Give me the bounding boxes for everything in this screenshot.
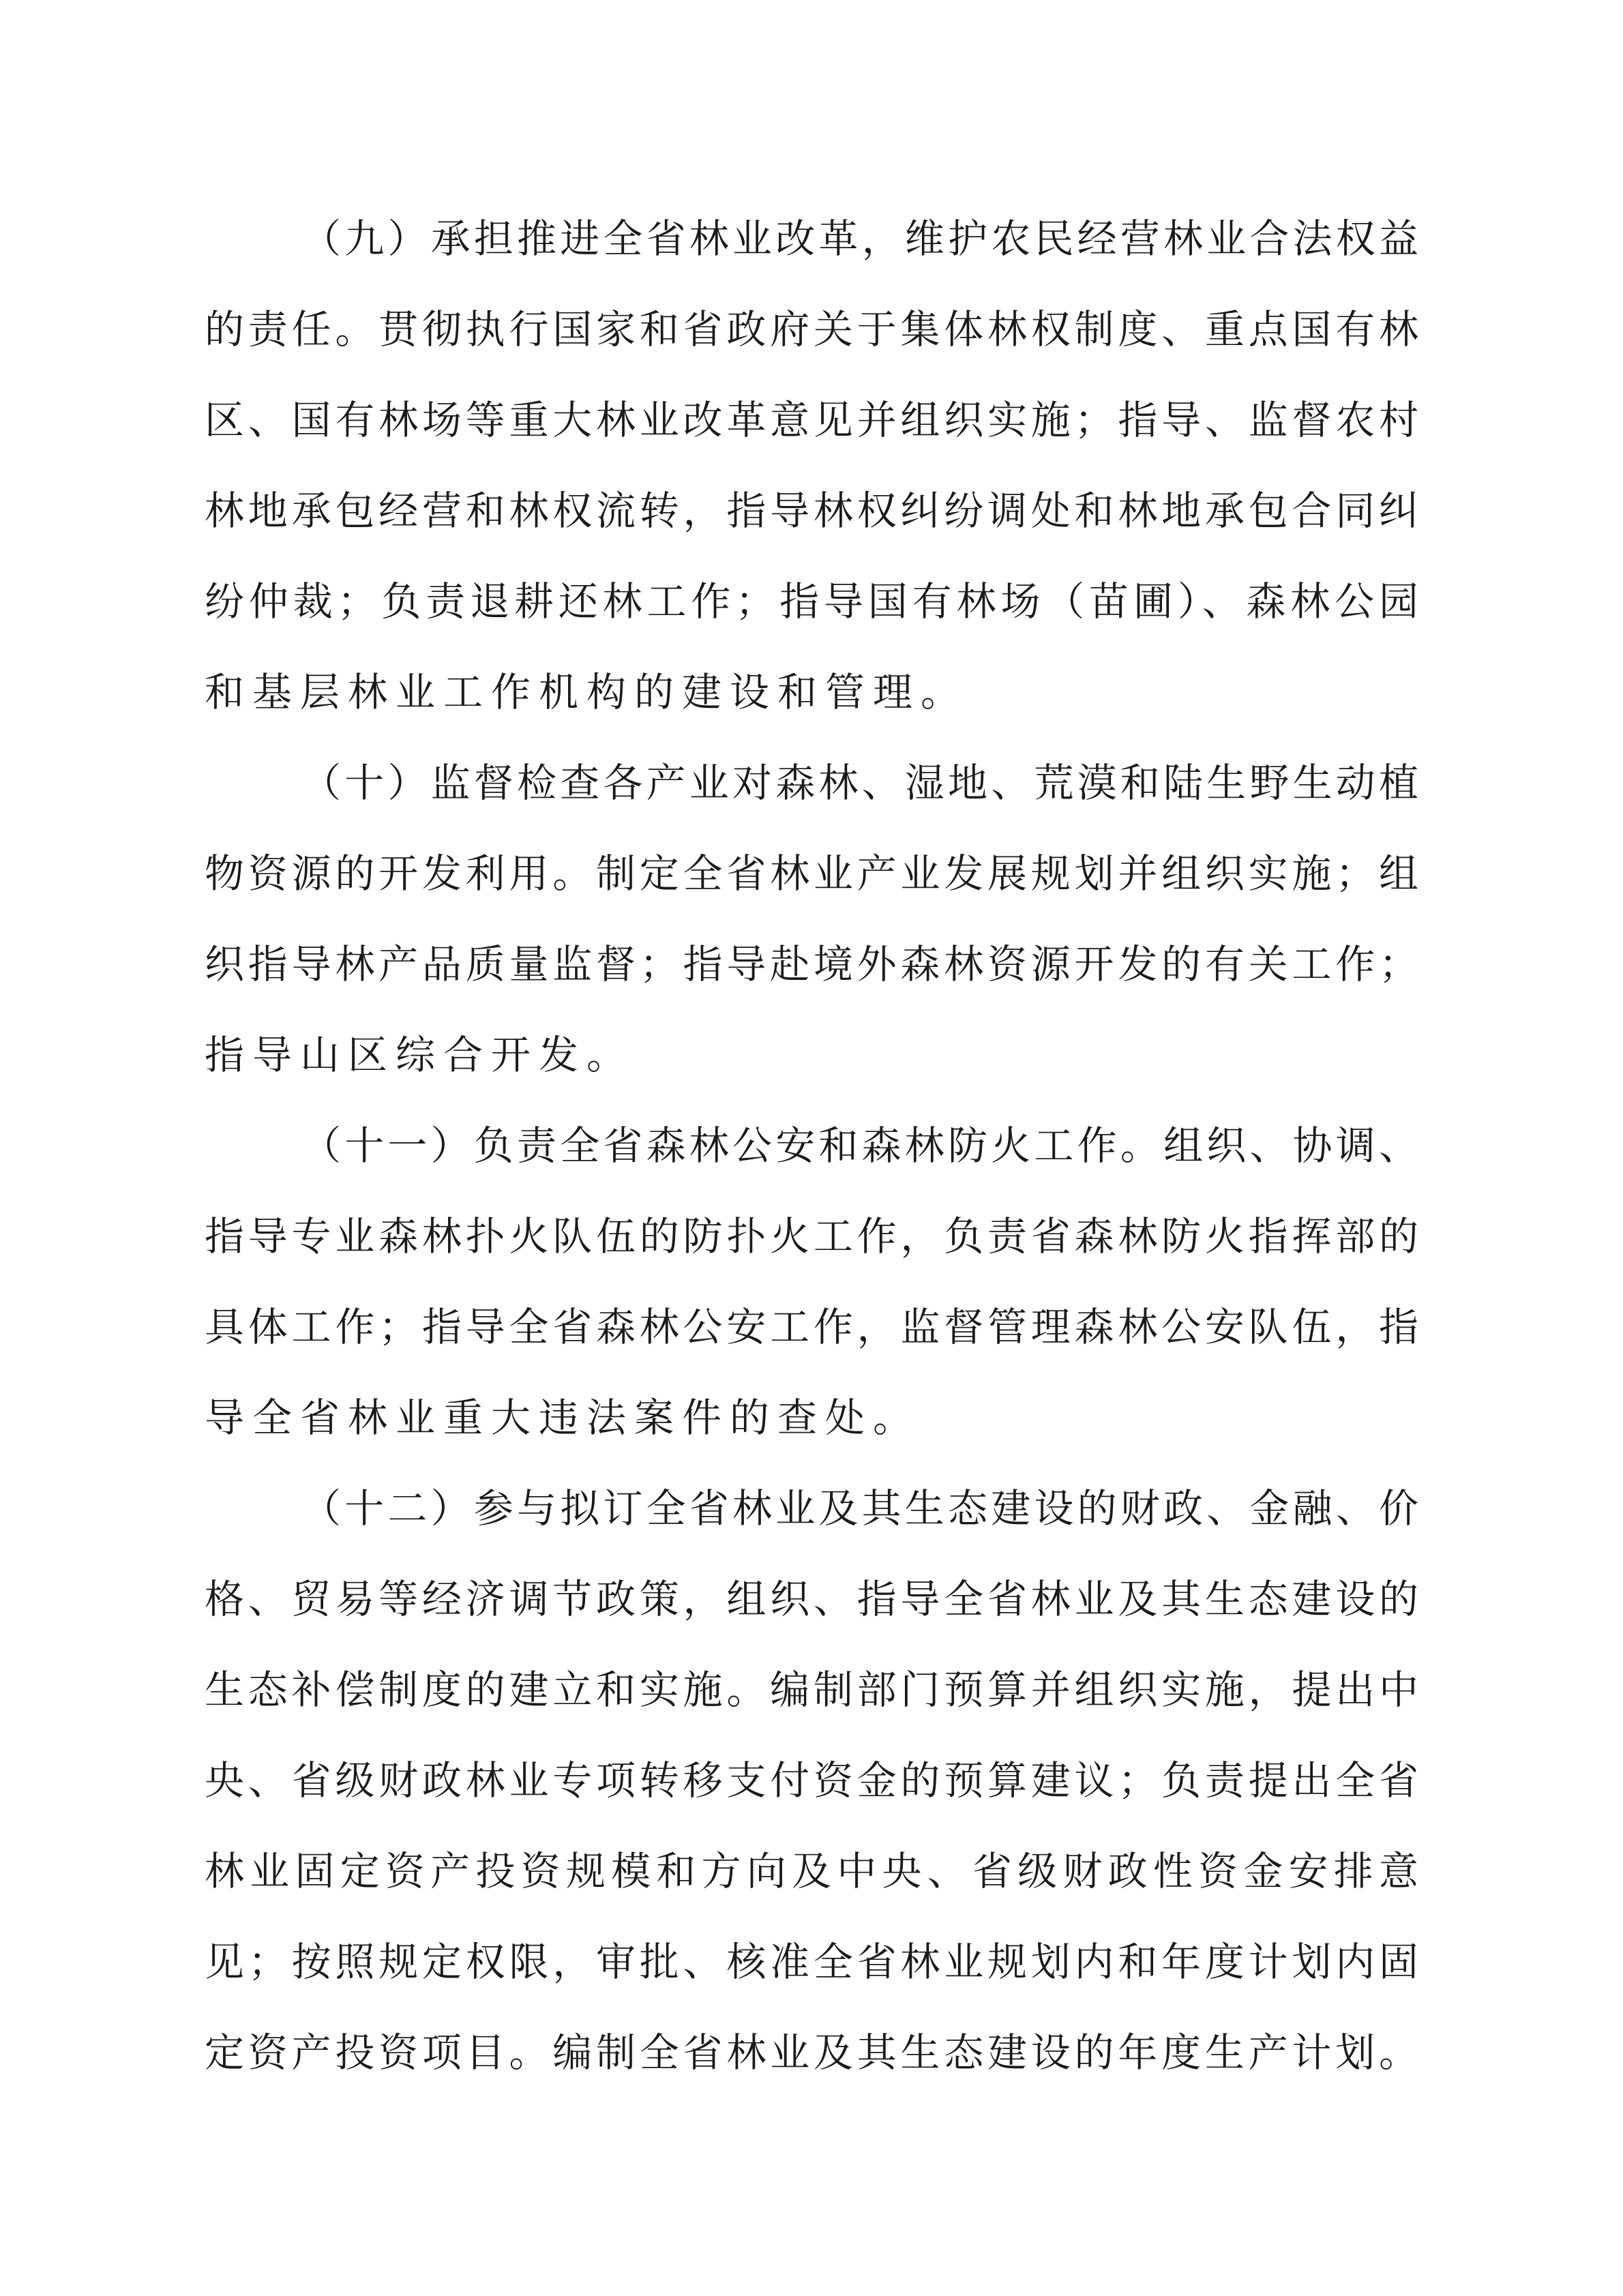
- paragraph-12-line-3: 生态补偿制度的建立和实施。编制部门预算并组织实施，提出中: [205, 1667, 1418, 1713]
- paragraph-12-line-5: 林业固定资产投资规模和方向及中央、省级财政性资金安排意: [205, 1848, 1418, 1894]
- paragraph-10-line-2: 物资源的开发利用。制定全省林业产业发展规划并组织实施；组: [205, 850, 1418, 897]
- paragraph-10-line-1: （十）监督检查各产业对森林、湿地、荒漠和陆生野生动植: [301, 760, 1418, 806]
- paragraph-9-line-5: 纷仲裁；负责退耕还林工作；指导国有林场（苗圃）、森林公园: [205, 578, 1418, 625]
- paragraph-11-line-4: 导全省林业重大违法案件的查处。: [205, 1395, 921, 1441]
- paragraph-11-line-1: （十一）负责全省森林公安和森林防火工作。组织、协调、: [301, 1122, 1418, 1169]
- paragraph-12-line-1: （十二）参与拟订全省林业及其生态建设的财政、金融、价: [301, 1485, 1418, 1532]
- paragraph-9-line-3: 区、国有林场等重大林业改革意见并组织实施；指导、监督农村: [205, 397, 1418, 443]
- paragraph-12-line-6: 见；按照规定权限，审批、核准全省林业规划内和年度计划内固: [205, 1939, 1418, 1985]
- paragraph-12-line-2: 格、贸易等经济调节政策，组织、指导全省林业及其生态建设的: [205, 1576, 1418, 1622]
- paragraph-9-line-2: 的责任。贯彻执行国家和省政府关于集体林权制度、重点国有林: [205, 306, 1418, 353]
- paragraph-9-line-4: 林地承包经营和林权流转，指导林权纠纷调处和林地承包合同纠: [205, 488, 1418, 534]
- paragraph-12-line-7: 定资产投资项目。编制全省林业及其生态建设的年度生产计划。: [205, 2029, 1418, 2076]
- paragraph-11-line-3: 具体工作；指导全省森林公安工作，监督管理森林公安队伍，指: [205, 1304, 1418, 1350]
- paragraph-10-line-4: 指导山区综合开发。: [205, 1032, 635, 1078]
- paragraph-12-line-4: 央、省级财政林业专项转移支付资金的预算建议；负责提出全省: [205, 1757, 1418, 1804]
- paragraph-9-line-6: 和基层林业工作机构的建设和管理。: [205, 669, 969, 715]
- paragraph-9-line-1: （九）承担推进全省林业改革，维护农民经营林业合法权益: [301, 215, 1418, 262]
- paragraph-10-line-3: 织指导林产品质量监督；指导赴境外森林资源开发的有关工作；: [205, 941, 1418, 987]
- paragraph-11-line-2: 指导专业森林扑火队伍的防扑火工作，负责省森林防火指挥部的: [205, 1213, 1418, 1259]
